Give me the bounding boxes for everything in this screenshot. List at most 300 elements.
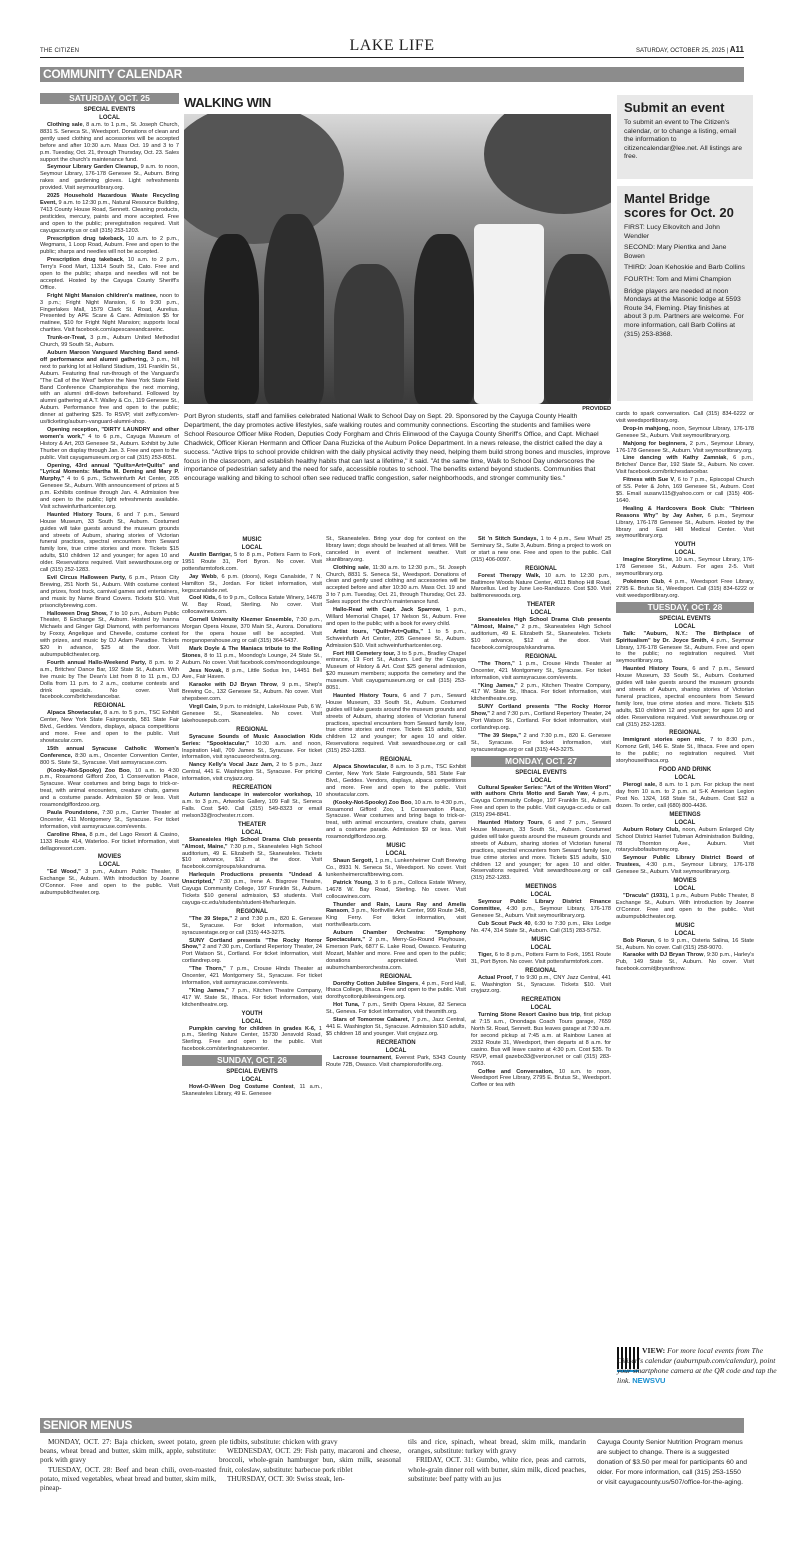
event-listing (616, 952, 754, 973)
event-details: , 10 a.m. to 2 p.m., Terry's Food Mart, 11314 South St., Cato. Free and open to the public; sharps and needles will not be accepted. Hosted by the Cayuga County Sheriff's Office. (40, 257, 179, 291)
event-title: Skaneateles High School Drama Club presents "Almost, Maine," (471, 617, 611, 631)
event-listing (616, 855, 754, 876)
event-details: , 6 and 7 p.m., Seward House Museum, 33 South St., Auburn. Costumed guides will take guests around the museum grounds and streets of Auburn, sharing stories of Victorian funeral practices, spectral encounters from Seward family lore, true crime stories and more. Tickets $15 adults, $10 children 12 and younger; for ages 10 and older. Reservations required. Visit sewardhouse.org or call (315) 252-1283. (616, 666, 754, 728)
event-listing (40, 350, 179, 426)
event-title: Hallo-Read with Capt. Jack Sparrow (333, 607, 440, 614)
category-regional: REGIONAL (525, 967, 557, 974)
event-details: 4:30 p.m., Seymour Library, 176-178 Genesee St., Auburn. Visit seymourlibrary.org. (616, 862, 754, 876)
event-listing (471, 704, 611, 732)
event-listing (182, 872, 322, 907)
event-title: Immigrant stories open mic (623, 737, 705, 744)
event-details: 7:30 p.m., Carrier Theater at Oncenter, 411 Montgomery St., Syracuse. For ticket information, visit asmsyracuse.com/events. (40, 810, 179, 830)
event-details: 9 a.m. to noon, Seymour Library, 176-178 Genesee St., Auburn. Bring rakes and gardening gloves. Light refreshments provided. Visit seymourlibrary.org. (40, 164, 179, 192)
event-listing (40, 257, 179, 292)
event-title: Cool Kids, (189, 595, 217, 602)
event-listing (40, 611, 179, 659)
event-listing (182, 552, 322, 573)
event-details: 1 p.m., Lunkenheimer Craft Brewing Co., 8931 N. Seneca St., Weedsport. No cover. Visit lunkenheimercraftbrewing.com. (326, 858, 466, 878)
event-listing (471, 952, 611, 966)
category-music: MUSIC (531, 936, 551, 943)
bridge-fourth: FOURTH: Tom and Mimi Champion (624, 275, 732, 283)
event-details: 2 p.m., Seymour Library, 176-178 Genesee St., Auburn. Visit seymourlibrary.org. (616, 440, 754, 454)
event-listing (40, 746, 179, 767)
event-listing (326, 764, 466, 799)
event-details: , 8 a.m. to 1 p.m., St. Joseph Church, 8831 S. Seneca St., Weedsport. Donations of clean and gently used clothing and accessories will be accepted before and after 10:30 a.m. Mass Oct. 19 and 3 to 7 p.m. Tuesday, Oct. 21, through Thursday, Oct. 23. Sales support the church's maintenance fund. (40, 122, 179, 163)
event-listing (40, 575, 179, 610)
event-details: , 10 a.m. to 4:30 p.m., Rosamond Gifford Zoo, 1 Conservation Place, Syracuse. Wear costumes and bring bags to trick-or-treat, with animal encounters, creature chats, games and a costume parade. Admission $9 or less. Visit rosamondgiffordzoo.org. (326, 799, 466, 841)
event-title: Prescription drug takeback, (47, 235, 125, 242)
event-listing (40, 463, 179, 511)
community-calendar-header: COMMUNITY CALENDAR (40, 67, 744, 82)
category-local: LOCAL (674, 623, 696, 630)
event-listing (40, 810, 179, 831)
event-listing (471, 785, 611, 820)
event-details: 9 p.m. to midnight, LakeHouse Pub, 6 W. Genesee St., Skaneateles. No cover. Visit lakehousepub.com. (182, 704, 322, 724)
event-title: Haunted History Tours (478, 820, 543, 827)
category-recreation: RECREATION (521, 997, 561, 1004)
event-details: , 3 to 6 p.m., Colloca Estate Winery, 14678 W. Bay Road, Sterling. No cover. Visit collocawines.com. (326, 879, 466, 900)
event-title: Nancy Kelly's Vocal Jazz Jam, (189, 762, 274, 769)
event-title: Seymour Public Library District Board of Trustees, (616, 855, 754, 869)
category-local: LOCAL (99, 115, 120, 121)
event-listing (40, 335, 179, 349)
event-title: Karaoke with DJ Bryan Throw (189, 682, 277, 689)
event-listing (182, 595, 322, 616)
submit-event-box (617, 95, 753, 179)
page-number: A11 (729, 45, 744, 54)
event-title: Talk: "Auburn, N.Y.: The Birthplace of Spiritualism" by Dr. Joyce Smith, (616, 630, 754, 644)
bridge-note: Bridge players are needed at noon Mondays at the Masonic lodge at 5593 Route 34, Fleming. Play finishes at about 3 p.m. Partners are welcome. For more information, call Barb Collins at (315) 253-8368. (624, 287, 744, 338)
event-listing (616, 506, 754, 541)
event-listing (326, 880, 466, 901)
event-details: 7 to 9:30 p.m., CNY Jazz Central, 441 E. Washington St., Syracuse. Tickets $10. Visit cnyjazz.org. (471, 974, 611, 995)
category-music: MUSIC (675, 922, 695, 929)
event-title: "Ed Wood," (47, 869, 81, 876)
calendar-column-1 (40, 93, 179, 1400)
event-title: "King James," (478, 682, 518, 689)
menu-entry: WEDNESDAY, OCT. 29: Fish patty, macaroni and cheese, broccoli, whole-grain hamburger bun, skim milk, seasonal fruit, coleslaw, substitute: barbecue pork riblet (219, 1447, 401, 1474)
event-details: , 6 and 7 p.m., Seward House Museum, 33 South St., Auburn. Costumed guides will take guests around the museum grounds and streets of Auburn, sharing stories of Victorian funeral practices, spectral encounters from Seward family lore, true crime stories and more. Tickets $15 adults, $10 children 12 and younger; for ages 10 and older. Reservations required. Visit sewardhouse.org or call (315) 252-1283. (471, 820, 611, 882)
event-details: , 1 p.m., Willard Memorial Chapel, 17 Nelson St., Auburn. Free and open to the public; with a book for every child. (326, 607, 466, 627)
event-details: 7 p.m., Kitchen Theatre Company, 417 W. State St., Ithaca. For ticket information, visit kitchentheatre.org. (182, 987, 322, 1008)
event-details: 1 to 5 p.m., Schweinfurth Art Center, 205 Genesee St., Auburn. Admission $10. Visit schweinfurthartcenter.org. (326, 628, 466, 649)
event-title: Prescription drug takeback (47, 257, 123, 264)
event-title: Trunk-or-Treat, (47, 335, 87, 342)
event-listing (471, 683, 611, 704)
event-details: 10 a.m. to 2 p.m., Wegmans, 1 Loop Road, Auburn. Free and open to the public; sharps and needles will not be accepted. (40, 235, 179, 256)
event-details: , 8 to 11 p.m., Moondog's Lounge, 24 State St., Auburn. No cover. Visit facebook.com/moondogslounge. (182, 652, 322, 666)
event-details: 3 to 5 p.m., Bradley Chapel entrance, 19 Fort St., Auburn. Led by the Cayuga Museum of History & Art. Cost $25 general admission, $20 museum members; supports the cemetery and the museum. Visit cayugamuseum.org or call (315) 253-8051. (326, 650, 466, 692)
event-details: , 11:30 a.m. to 12:30 p.m., St. Joseph Church, 8831 S. Seneca St., Weedsport. Donations of clean and gently used clothing and accessories will be accepted before and after 10:30 a.m. Mass Oct. 19 and 3 to 7 p.m. Tuesday, Oct. 21, through Thursday, Oct. 23. Sales support the church's maintenance fund. (326, 564, 466, 606)
publication-name: THE CITIZEN (40, 48, 80, 54)
event-details: 2 p.m., Merry-Go-Round Playhouse, Emerson Park, 6877 E. Lake Road, Owasco. Featuring Mozart, Mahler and more. Free and open to the public; donations appreciated. Visit auburnchamberorchestra.com. (326, 937, 466, 971)
event-details: 2 p.m., Skaneateles High School auditorium, 49 E. Elizabeth St., Skaneateles. Tickets $10 advance, $12 at the door. Visit facebook.com/groups/skandrama. (471, 624, 611, 651)
category-local: LOCAL (674, 550, 696, 557)
photo-caption: Port Byron students, staff and families celebrated National Walk to School Day on Sept. 29. Sponsored by the Cayuga County Health Department, the day promotes active lifestyles, safe walking routes and community connections. Escorting the students and families were School Resource Officer Mike Roden, Deputies Cody Forgham and Chris Elinwood of the Cayuga County Sheriff's Office, and Capt. Michael Chadwick, Officer Kieran Hermann and Officer Dana Ruzicka of the Auburn Police Department. In a news release, the district called the day a success. "Active trips to school provide children with the daily physical activity they need, helping them build strong bones and muscles, improve focus in the classroom, and establish healthy habits that can last a lifetime," it said. "At the same time, Walk to School Day underscores the importance of pedestrian safety and the need for safe, accessible routes to school. The benefits extend beyond students. Communities that encourage walking and biking to school often see reduced traffic congestion, safer neighborhoods, and stronger community ties." (184, 413, 611, 483)
event-details: , first pickup at 7:15 a.m., Onondaga Coach Tours garage, 7659 North St. Road, Sennett. Bus leaves garage at 7:30 a.m. for second pickup at 7:45 a.m. at Rainbow Lanes at 2932 Route 31, Weedsport, then departs at 8 a.m. for casino. Bus will leave casino at 4:30 p.m. Cost $35. To RSVP, email gazebo33@verizon.net or call (315) 283-7663. (471, 1012, 611, 1067)
category-special-events: SPECIAL EVENTS (515, 769, 567, 776)
day-header-sunday: SUNDAY, OCT. 26 (182, 1055, 322, 1066)
event-details: , 4 p.m., Ford Hall, Ithaca College, Ithaca. Free and open to the public. Visit dorothycottonjubileesingers.org. (326, 980, 466, 1001)
event-listing (326, 693, 466, 755)
category-regional: REGIONAL (236, 726, 268, 733)
event-details: 1 p.m., Crouse Hinds Theater at Oncenter, 421 Montgomery St., Syracuse. For ticket information, visit asmsyracuse.com/events. (471, 660, 611, 681)
event-details: 8 a.m. to 5 p.m., TSC Exhibit Center, New York State Fairgrounds, 581 State Fair Blvd., Geddes. Vendors, displays, alpaca competitions and more. Free and open to the public. Visit showtacular.com. (40, 710, 179, 744)
event-title: Fright Night Mansion children's matinee, (47, 292, 158, 299)
event-title: Healing & Hardcovers Book Club: "Thirteen Reasons Why" by Jay Asher, (616, 505, 754, 519)
event-title: Fort Hill Cemetery tour, (333, 650, 396, 657)
event-title: Paula Poundstone, (47, 810, 99, 816)
category-local: LOCAL (674, 886, 696, 893)
event-details: 6 to 8 p.m., Potters Farm to Fork, 1951 Route 31, Port Byron. No cover. Visit pottersfarmtofork.com. (471, 951, 611, 965)
event-details: 9 a.m. to 12:30 p.m., Natural Resource Building, 7413 County House Road, Sennett. Cleaning products, pesticides, mercury, paints and more accepted. Free and open to the public; preregistration required. Visit cayugacounty.us or call (315) 253-1203. (40, 199, 179, 234)
event-details: 6 to 9 p.m., Colloca Estate Winery, 14678 W. Bay Road, Sterling. No cover. Visit collocawines.com. (182, 595, 322, 616)
event-title: Stars of Tomorrow Cabaret, (333, 1017, 410, 1024)
event-listing (326, 1002, 466, 1016)
category-local: LOCAL (241, 1077, 263, 1084)
event-title: Sit 'n Stitch Sundays, (478, 536, 538, 542)
event-title: Cub Scout Pack 40 (478, 920, 531, 927)
event-listing (616, 455, 754, 476)
category-local: LOCAL (99, 862, 120, 869)
event-title: Patrick Young (333, 879, 371, 886)
event-listing (326, 800, 466, 841)
event-details: 7 p.m., Smith Opera House, 82 Seneca St., Geneva. For ticket information, visit thesmith.org. (326, 1002, 466, 1016)
event-listing (471, 617, 611, 652)
event-listing (616, 411, 754, 425)
category-meetings: MEETINGS (669, 811, 701, 818)
event-details: , 3 p.m., Northville Arts Center, 999 Route 34B, King Ferry. For ticket information, visit northvillearts.com. (326, 908, 466, 929)
category-regional: REGIONAL (93, 703, 126, 710)
event-listing (182, 792, 322, 820)
event-title: Lacrosse tournament (333, 1054, 392, 1061)
event-listing (40, 512, 179, 574)
event-listing (616, 579, 754, 600)
event-details: , 6 to 9 p.m., Osteria Salina, 16 State St., Auburn. No cover. Call (315) 258-9070. (616, 937, 754, 951)
event-title: Clothing sale (47, 122, 83, 128)
event-details: , 6:30 to 7:30 p.m., Elks Lodge No. 474, 314 State St., Auburn. Call (315) 283-5752. (471, 920, 611, 934)
newsvu-logo[interactable]: NEWSVU (632, 1376, 666, 1385)
event-title: "The 39 Steps," (189, 915, 233, 922)
event-listing (182, 704, 322, 725)
category-movies: MOVIES (97, 854, 122, 861)
category-recreation: RECREATION (232, 785, 272, 792)
event-details: , Everest Park, 5343 County Route 72B, Owasco. Visit championsforlife.org. (326, 1054, 466, 1068)
event-listing (182, 837, 322, 872)
event-listing (616, 631, 754, 666)
event-details: , 9:30 p.m., Harley's Pub, 149 State St., Auburn. No cover. Visit facebook.com/djbryanthrow. (616, 952, 754, 973)
event-listing (182, 762, 322, 783)
calendar-column-5 (616, 411, 754, 1343)
category-local: LOCAL (385, 851, 407, 858)
event-details: 6 p.m., Prison City Brewing, 251 North St., Auburn. With costume contest and prizes, food truck, carnival games and entertainers, and music by Name Brand Covers. Tickets $10. Visit prisoncitybrewing.com. (40, 575, 179, 609)
event-details: 3 p.m., Auburn Public Theater, 8 Exchange St., Auburn. With introduction by Joanne O'Connor. Free and open to the public. Visit auburnpublictheater.org. (40, 869, 179, 897)
event-listing (40, 660, 179, 701)
event-listing (182, 668, 322, 682)
event-details: 7 p.m., Crouse Hinds Theater at Oncenter, 421 Montgomery St., Syracuse. For ticket information, visit asmsyracuse.com/events. (182, 966, 322, 986)
event-title: Caroline Rhea, (47, 831, 88, 838)
event-listing (40, 236, 179, 257)
event-listing (182, 1026, 322, 1054)
submit-event-body: To submit an event to The Citizen's calendar, or to change a listing, email the information to citizencalendar@lee.net. All listings are free. (624, 119, 742, 161)
event-listing (326, 651, 466, 692)
event-title: Artist tours, "Quilt=Art=Quilts," (333, 628, 424, 635)
event-details: 4 p.m., Seymour Library, 176-178 Genesee St., Auburn. Free and open to the public; no registration required. Visit seymourlibrary.org. (616, 637, 754, 665)
event-listing (326, 1055, 466, 1069)
section-title: LAKE LIFE (349, 37, 435, 54)
event-listing (182, 682, 322, 703)
menu-entry: ple tidbits, substitute: chicken with gravy (219, 1438, 338, 1446)
event-title: Skaneateles High School Drama Club presents "Almost, Maine," (182, 836, 322, 850)
event-details: 2 p.m., Kitchen Theatre Company, 417 W. State St., Ithaca. For ticket information, visit kitchentheatre.org. (471, 682, 611, 703)
event-title: Auburn Chamber Orchestra: "Symphony Spectaculars," (326, 930, 466, 944)
category-special-events: SPECIAL EVENTS (226, 1069, 278, 1076)
day-header-monday: MONDAY, OCT. 27 (471, 756, 611, 767)
category-regional: REGIONAL (380, 757, 412, 764)
category-youth: YOUTH (674, 542, 696, 549)
senior-menu-note: Cayuga County Senior Nutrition Program menus are subject to change. There is a suggested donation of $3.50 per meal for participants 60 and older. For more information, call (315) 253-1550 or visit cayugacounty.us/507/office-for-the-aging. (597, 1439, 748, 1486)
event-details: 1 p.m., Auburn Public Theater, 8 Exchange St., Auburn. With introduction by Joanne O'Connor. Free and open to the public. Visit auburnpublictheater.org. (616, 893, 754, 920)
event-listing (40, 293, 179, 334)
event-details: , 6 and 7 p.m., Seward House Museum, 33 South St., Auburn. Costumed guides will take guests around the museum grounds and streets of Auburn, sharing stories of Victorian funeral practices, spectral encounters from Seward family lore, true crime stories and more. Tickets $15 adults, $10 children 12 and younger; for ages 10 and older. Reservations required. Visit sewardhouse.org or call (315) 252-1283. (326, 692, 466, 755)
event-listing (182, 938, 322, 966)
event-title: Howl-O-Ween Dog Costume Contest (189, 1084, 294, 1091)
event-details: , 6 p.m. (doors), Kegs Canalside, 7 N. Hamilton St., Jordan. For ticket information, visit kegscanalside.net. (182, 573, 322, 594)
event-title: Turning Stone Resort Casino bus trip (478, 1012, 580, 1019)
event-listing (616, 827, 754, 855)
event-details: 8 p.m., Little Sodus Inn, 14451 Bell Ave., Fair Haven. (182, 667, 322, 681)
event-details: 10 a.m. to 3 p.m., Artworks Gallery, 109 Fall St., Seneca Falls. Cost $40. Call (315) 549-8323 or email rnelson33@rochester.rr.com. (182, 792, 322, 819)
event-title: "The 39 Steps," (478, 732, 522, 739)
event-details: , 7 to 8:30 p.m., Komonz Grill, 146 E. State St., Ithaca. Free and open to the public; no registration required. Visit storyhouseithaca.org. (616, 737, 754, 765)
event-title: Haunted History Tours (623, 666, 688, 673)
event-listing (182, 574, 322, 595)
event-listing (471, 899, 611, 920)
calendar-column-2 (182, 536, 322, 1400)
event-title: Imagine Storytime (623, 557, 672, 564)
event-title: Autumn landscape in watercolor workshop, (189, 792, 313, 799)
event-listing (471, 536, 611, 564)
event-listing (326, 930, 466, 971)
event-details: , 9 p.m., Shep's Brewing Co., 132 Genesee St., Auburn. No cover. Visit shepsbeer.com. (182, 682, 322, 703)
event-title: Virgil Cain, (189, 704, 219, 711)
senior-menu-column-2 (219, 1438, 401, 1484)
event-title: Opening, 43rd annual "Quilts=Art=Quilts" and "Lyrical Moments: Martha M. Deming and Mary P. Murphy," (40, 462, 179, 483)
event-listing (616, 441, 754, 455)
event-title: Shaun Sergott, (333, 858, 374, 865)
senior-menus-header: SENIOR MENUS (40, 1418, 744, 1433)
menu-entry: tils and rice, spinach, wheat bread, skim milk, mandarin oranges, substitute: turkey with gravy (408, 1438, 586, 1456)
event-details: , 10 a.m. to 4:30 p.m., Rosamond Gifford Zoo, 1 Conservation Place, Syracuse. Wear costumes and bring bags to trick-or-treat, with animal encounters, creature chats, games and a costume parade. Admission $9 or less. Visit rosamondgiffordzoo.org. (40, 767, 179, 809)
category-local: LOCAL (530, 944, 552, 951)
event-details: 2 and 7:30 p.m., 820 E. Genesee St., Syracuse. For ticket information, visit syracusestage.org or call (315) 443-3275. (471, 732, 611, 753)
category-regional: REGIONAL (525, 565, 557, 572)
event-listing (182, 617, 322, 645)
event-listing (471, 733, 611, 754)
event-details: 7:30 p.m., Skaneateles High School auditorium, 49 E. Elizabeth St., Skaneateles. Tickets $10 advance, $12 at the door. Visit facebook.com/groups/skandrama. (182, 843, 322, 871)
event-listing (40, 710, 179, 745)
category-local: LOCAL (674, 775, 696, 782)
event-details: , 4 p.m., Weedsport Free Library, 2795 E. Brutus St., Weedsport. Call (315) 834-6222 or visit weedsportlibrary.org. (616, 579, 754, 599)
category-local: LOCAL (241, 1018, 263, 1025)
category-special-events: SPECIAL EVENTS (659, 615, 711, 622)
page-date: SATURDAY, OCTOBER 25, 2025 | A11 (635, 45, 744, 54)
event-listing (616, 557, 754, 578)
event-listing (40, 122, 179, 163)
bridge-third: THIRD: Joan Kehoskie and Barb Collins (624, 264, 745, 272)
event-details: 8 a.m. to 3 p.m., TSC Exhibit Center, New York State Fairgrounds, 581 State Fair Blvd., Geddes. Vendors, displays, alpaca competitions and more. Free and open to the public. Visit showtacular.com. (326, 764, 466, 798)
event-title: "King James," (189, 987, 229, 994)
event-details: St., Skaneateles. Bring your dog for contest on the library lawn; dogs should be leashed at all times. Will be canceled in event of inclement weather. Visit skanlibrary.org. (326, 536, 466, 563)
event-title: Haunted History Tours (47, 511, 112, 518)
event-title: Opening reception, "DIRTY LAUNDRY and other women's work," (40, 426, 179, 440)
event-title: Seymour Library Garden Cleanup, (47, 164, 139, 171)
event-details: 4:30 p.m., Seymour Library, 176-178 Genesee St., Auburn. Visit seymourlibrary.org. (471, 906, 611, 920)
event-details: , 6 to 7 p.m., Episcopal Church of SS. Peter & John, 169 Genesee St., Auburn. Cost $5. Email susanv115@yahoo.com or call (315) 406-1640. (616, 477, 754, 504)
event-details: 7:30 p.m., Irene A. Bisgrove Theatre, Cayuga Community College, 197 Franklin St., Auburn. Tickets $10 general admission, $3 students. Visit cayuga-cc.edu/students/student-life/harlequin. (182, 879, 322, 906)
masthead (40, 38, 744, 58)
event-details: 6 p.m., Seymour Library, 176-178 Genesee St., Auburn. Hosted by the library and East Hill Medical Center. Visit seymourlibrary.org. (616, 512, 754, 540)
submit-event-title: Submit an event (624, 100, 725, 115)
event-title: Pierogi sale, (623, 782, 657, 789)
event-details: 2 and 7:30 p.m., Cortland Repertory Theater, 24 Port Watson St., Cortland. For ticket information, visit cortlandrep.org. (182, 944, 322, 965)
event-details: 7 p.m., Jazz Central, 441 E. Washington St., Syracuse. Admission $10 adults, $5 children 18 and younger. Visit cnyjazz.org. (326, 1017, 466, 1037)
category-theater: THEATER (527, 602, 555, 609)
feature-headline: WALKING WIN (184, 95, 271, 110)
event-listing (616, 666, 754, 728)
event-listing (471, 820, 611, 882)
category-local: LOCAL (530, 777, 552, 784)
event-listing (40, 832, 179, 853)
event-details: 7 to 10 p.m., Auburn Public Theater, 8 Exchange St., Auburn. Hosted by Ivanna Michaels and Ginger Gigi Diamond, with performances by Foxxy, Angelique and Chevelle, costume contest with prizes, and music by DJ Adam Paradise. Tickets $20 in advance, $25 at the door. Visit auburnpublictheater.org. (40, 610, 179, 658)
event-title: Fourth annual Hallo-Weekend Party, (47, 659, 147, 666)
view-promo: VIEW: For more local events from The Citizen's calendar (auburnpub.com/calendar), point your smartphone camera at the QR code and tap the link. NEWSVU (617, 1346, 777, 1385)
event-title: Thunder and Rain, Laura Ray and Amelia Ransom (326, 901, 466, 915)
event-title: Dorothy Cotton Jubilee Singers (333, 980, 419, 987)
calendar-column-4 (471, 536, 611, 1400)
event-details: 10:30 a.m. and noon, Inspiration Hall, 709 James St., Syracuse. For ticket information, visit syracuseorchestra.org. (182, 740, 322, 761)
event-details: 10 a.m. to noon, Weedsport Free Library, 2795 E. Brutus St., Weedsport. Coffee or tea with (471, 1068, 611, 1089)
photo-credit: PROVIDED (582, 406, 611, 412)
event-title: Auburn Rotary Club, (623, 826, 680, 833)
senior-menu-column-3 (408, 1438, 586, 1484)
event-listing (616, 477, 754, 505)
event-details: 4 to 6 p.m., Schweinfurth Art Center, 205 Genesee St., Auburn. With announcement of prizes at 5 p.m. Exhibits continue through Jan. 4. Admission free and open to the public; light refreshments available. Visit schweinfurthartcenter.org. (40, 476, 179, 510)
event-listing (182, 646, 322, 667)
event-listing (40, 768, 179, 809)
event-listing (326, 629, 466, 650)
event-details: noon, Auburn Enlarged City School District Harriet Tubman Administration Building, 78 Thornton Ave., Auburn. Visit rotaryclubofauburnny.org. (616, 826, 754, 854)
category-meetings: MEETINGS (525, 884, 557, 891)
event-listing (471, 975, 611, 996)
event-listing (40, 193, 179, 234)
event-listing (182, 916, 322, 937)
category-local: LOCAL (530, 892, 552, 899)
bridge-second: SECOND: Mary Pientka and Jane Bowen (624, 244, 727, 260)
category-special-events: SPECIAL EVENTS (83, 107, 136, 113)
event-details: 3 p.m., Auburn United Methodist Church, 99 South St., Auburn. (40, 335, 179, 349)
category-local: LOCAL (530, 1005, 552, 1012)
event-listing (616, 938, 754, 952)
event-listing (326, 536, 466, 564)
day-header-tuesday: TUESDAY, OCT. 28 (616, 602, 754, 613)
category-local: LOCAL (241, 829, 263, 836)
event-title: SUNY Cortland presents "The Rocky Horror Show," (471, 704, 611, 718)
event-title: Halloween Drag Show, (47, 610, 108, 617)
event-title: Haunted History Tours (333, 692, 398, 699)
menu-entry: FRIDAY, OCT. 31: Gumbo, white rice, peas and carrots, whole-grain dinner roll with butter, skim milk, diced peaches, substitute: beef patty with au jus (408, 1456, 586, 1483)
menu-entry: MONDAY, OCT. 27: Baja chicken, sweet potato, green beans, wheat bread and butter, skim milk, apple, substitute: pork with gravy (40, 1438, 216, 1465)
event-title: Line dancing with Kathy Zamniak (623, 455, 727, 462)
event-listing (616, 737, 754, 765)
event-title: Alpaca Showtacular, (47, 710, 102, 717)
event-details: 5 to 8 p.m., Potters Farm to Fork, 1951 Route 31, Port Byron. No cover. Visit pottersfarmtofork.com. (182, 552, 322, 572)
event-details: cards to spark conversation. Call (315) 834-6222 or visit weedsportlibrary.org. (616, 411, 754, 424)
category-local: LOCAL (530, 610, 552, 617)
category-movies: MOVIES (673, 878, 697, 885)
event-title: "The Thorn," (189, 966, 226, 973)
event-listing (616, 426, 754, 440)
event-title: Clothing sale (333, 564, 369, 571)
category-regional: REGIONAL (380, 973, 412, 980)
event-title: Jess Novak, (189, 667, 223, 674)
category-music: MUSIC (242, 537, 262, 543)
event-details: 1 to 4 p.m., Sew What! 25 Seminary St., Suite 3, Auburn. Bring a project to work on or start a new one. Free and open to the public. Call (315) 406-0097. (471, 536, 611, 563)
event-title: Coffee and Conversation, (478, 1068, 554, 1075)
event-title: Cornell University Klezmer Ensemble, (189, 617, 294, 624)
event-title: (Kooky-Not-Spooky) Zoo Boo (333, 799, 412, 806)
event-listing (182, 988, 322, 1009)
event-title: Hot Tuna, (333, 1002, 360, 1009)
event-details: noon, Seymour Library, 176-178 Genesee St., Auburn. Visit seymourlibrary.org. (616, 425, 754, 439)
event-details: 8 p.m., del Lago Resort & Casino, 1133 Route 414, Waterloo. For ticket information, visit dellagoresort.com. (40, 831, 179, 852)
category-recreation: RECREATION (376, 1039, 416, 1046)
event-title: Alpaca Showtacular, (333, 764, 389, 771)
category-regional: REGIONAL (669, 730, 701, 737)
event-details: 10 a.m. to 12:30 p.m., Baltimore Woods Nature Center, 4011 Bishop Hill Road, Marcellus. Led by June Leo-Randazzo. Cost $30. Visit baltimorewoods.org. (471, 572, 611, 600)
category-regional: REGIONAL (525, 653, 557, 660)
event-listing (326, 565, 466, 606)
day-header-saturday: SATURDAY, OCT. 25 (40, 93, 179, 104)
event-details: , 6 p.m., Britches' Dance Bar, 192 State St., Auburn. No cover. Visit facebook.com/britchesdancebar. (616, 455, 754, 476)
event-listing (326, 858, 466, 879)
event-title: Pumpkin carving for children in grades K-6, (189, 1025, 316, 1032)
category-local: LOCAL (674, 930, 696, 937)
event-details: , 4 p.m., Cayuga Community College, 197 Franklin St., Auburn. Free and open to the public. Visit cayuga-cc.edu or call (315) 294-8841. (471, 791, 611, 819)
senior-menu-column-1 (40, 1438, 216, 1493)
feature-photo (184, 114, 611, 404)
event-listing (326, 902, 466, 930)
menu-entry: TUESDAY, OCT. 28: Beef and bean chili, oven-roasted potato, mixed vegetables, wheat bread and butter, skim milk, pineap- (40, 1465, 216, 1493)
event-details: , 10 a.m., Seymour Library, 176-178 Genesee St., Auburn. For ages 2-5. Visit seymourlibrary.org. (616, 557, 754, 578)
bridge-first: FIRST: Lucy Elkovitch and John Wendler (624, 224, 720, 240)
menu-entry: THURSDAY, OCT. 30: Swiss steak, len- (227, 1474, 345, 1483)
category-food-and-drink: FOOD AND DRINK (658, 767, 712, 774)
event-listing (616, 893, 754, 921)
event-details: 2 and 7:30 p.m., 820 E. Genesee St., Syracuse. For ticket information, visit syracusestage.org or call (315) 443-3275. (182, 915, 322, 936)
event-listing (471, 1012, 611, 1067)
event-title: Pokémon Club (623, 579, 664, 586)
event-listing (40, 427, 179, 462)
event-title: 2025 Household Hazardous Waste Recycling Event, (40, 193, 179, 206)
bridge-scores-box (617, 186, 753, 401)
event-title: Seymour Public Library District Finance Committee, (471, 899, 611, 913)
category-local: LOCAL (385, 1047, 407, 1054)
category-youth: YOUTH (241, 1010, 263, 1017)
event-listing (326, 981, 466, 1002)
event-details: 4 to 6 p.m., Cayuga Museum of History & Art, 203 Genesee St., Auburn. Exhibit by Julie Thurber on display through Jan. 3. Free and open to the public. Visit cayugamuseum.org or call (315) 253-8051. (40, 433, 179, 461)
event-title: Harlequin Productions presents "Undead & Unscripted," (182, 872, 322, 886)
